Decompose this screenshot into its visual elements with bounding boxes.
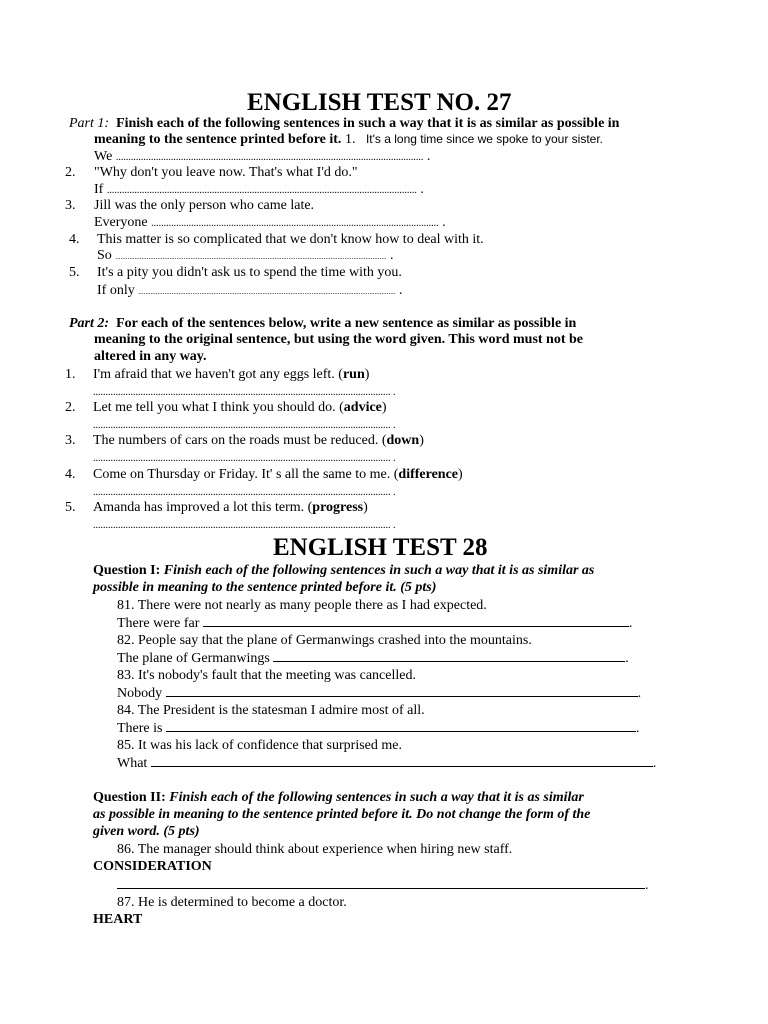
part1-instruction-line1: Finish each of the following sentences in such a way that it is as similar as possible in [116,116,620,131]
q2-label: Question II: [93,790,166,805]
part1-item3-start: Everyone [94,215,148,230]
part2-item2-sentence-line [93,399,387,416]
q1-item83-sentence: 83. It's nobody's fault that the meeting was cancelled. [117,668,416,683]
q2-item87-sentence: 87. He is determined to become a doctor. [117,895,347,910]
part1-item4-sentence: This matter is so complicated that we don't know how to deal with it. [97,232,484,247]
part1-item2-sentence: "Why don't you leave now. That's what I'd do." [94,165,358,180]
q1-item83-start: Nobody [117,686,163,701]
part2-item1-num: 1. [65,367,76,382]
q2-item86-sentence: 86. The manager should think about experience when hiring new staff. [117,842,513,857]
period: . [393,387,396,398]
part2-instruction [69,315,576,332]
part2-item5-num: 5. [65,500,76,515]
part2-item1-sentence: I'm afraid that we haven't got any eggs left. ( [93,367,343,382]
part2-instruction-line2: meaning to the original sentence, but using the word given. This word must not be [94,332,584,347]
part2-item4-word: difference [398,467,459,482]
part2-item3-dots[interactable]: ....................................................................................................................... [93,453,391,464]
part2-instruction-line1: For each of the sentences below, write a new sentence as similar as possible in [116,316,577,331]
part1-instruction [69,115,619,132]
part2-item4-sentence-line [93,466,463,483]
part1-item1-num: 1. [344,132,356,147]
part1-item5-sentence: It's a pity you didn't ask us to spend the time with you. [97,265,402,280]
part2-item3-sentence-line [93,432,424,449]
part1-instruction-line2: meaning to the sentence printed before it. [94,132,342,147]
part1-item1-start: We [94,149,113,164]
part2-item3-answer [93,450,396,467]
period: . [393,420,396,431]
period: . [628,616,633,631]
q1-item82-sentence: 82. People say that the plane of Germanwings crashed into the mountains. [117,633,532,648]
part1-item5-dots[interactable]: ................................................................................................................................................... [138,288,396,296]
q2-instruction [93,789,584,806]
part1-item3-sentence: Jill was the only person who came late. [94,198,315,213]
period: . [652,756,657,771]
part1-item3-answer [94,214,446,232]
part2-item5-sentence-line [93,499,368,516]
part2-item4-num: 4. [65,467,76,482]
part2-item3-sentence: The numbers of cars on the roads must be reduced. ( [93,433,387,448]
part1-item4-dots[interactable]: ........................................................................................................................................................... [115,253,387,261]
q1-item85-sentence: 85. It was his lack of confidence that surprised me. [117,738,402,753]
part2-item5-close: ) [363,500,368,515]
q2-instruction-line3: given word. (5 pts) [93,824,200,839]
period: . [393,453,396,464]
period: . [393,487,396,498]
part2-item3-num: 3. [65,433,76,448]
part1-instruction-second-line [94,131,603,148]
q1-item84-answer [117,719,639,737]
part2-item4-sentence: Come on Thursday or Friday. It' s all the same to me. ( [93,467,399,482]
part2-item2-sentence: Let me tell you what I think you should do. ( [93,400,344,415]
q1-item82-blank[interactable] [273,649,625,662]
q1-item81-answer [117,614,632,632]
part1-item5-num: 5. [69,265,80,280]
part2-item5-answer [93,517,396,534]
part2-item2-word: advice [343,400,382,415]
part2-item4-close: ) [458,467,463,482]
test27-title: ENGLISH TEST NO. 27 [247,89,512,116]
q1-item85-blank[interactable] [151,754,653,767]
part1-item2-num: 2. [65,165,76,180]
period: . [390,248,394,263]
period: . [637,686,642,701]
part2-item1-sentence-line [93,366,369,383]
period: . [426,149,431,164]
q1-item84-start: There is [117,721,163,736]
part2-item2-dots[interactable]: ....................................................................................................................... [93,420,391,431]
part1-item2-dots[interactable]: ............................................................................................................................ [106,185,417,196]
q1-label: Question I: [93,563,161,578]
q1-item82-answer [117,649,629,667]
q1-item83-answer [117,684,641,702]
part1-label: Part 1: [69,116,110,131]
part2-label: Part 2: [69,316,110,331]
period: . [645,878,649,893]
period: . [625,651,629,666]
part2-item5-sentence: Amanda has improved a lot this term. ( [93,500,313,515]
part1-item3-dots[interactable]: ................................................................................................................... [151,218,439,229]
q1-item83-blank[interactable] [166,684,638,697]
period: . [635,721,640,736]
q2-instruction-line1: Finish each of the following sentences in such a way that it is as similar [169,790,584,805]
q1-instruction-line2: possible in meaning to the sentence printed before it. (5 pts) [93,580,437,595]
q1-item81-blank[interactable] [203,614,629,627]
q1-item81-start: There were far [117,616,200,631]
part1-item4-num: 4. [69,232,80,247]
q1-item85-start: What [117,756,148,771]
q2-item86-answer [117,876,649,894]
part2-item2-close: ) [381,400,387,415]
test28-title: ENGLISH TEST 28 [273,534,488,561]
q1-item84-blank[interactable] [166,719,636,732]
q2-item86-blank[interactable] [117,876,645,889]
part1-item5-answer [97,282,402,301]
part2-item1-dots[interactable]: ....................................................................................................................... [93,387,391,398]
q1-instruction-line1: Finish each of the following sentences in such a way that it is as similar as [163,563,595,578]
period: . [420,182,424,197]
period: . [442,215,446,230]
part2-item5-word: progress [312,500,364,515]
part2-item5-dots[interactable]: ....................................................................................................................... [93,520,391,531]
part2-item4-dots[interactable]: ....................................................................................................................... [93,487,391,498]
part1-item5-start: If only [97,283,135,298]
period: . [393,520,396,531]
part1-item2-start: If [94,182,104,197]
part1-item1-sentence: It's a long time since we spoke to your sister. [365,132,604,146]
part2-instruction-line3: altered in any way. [94,349,207,364]
q2-item86-word: CONSIDERATION [93,859,212,874]
q1-item81-sentence: 81. There were not nearly as many people there as I had expected. [117,598,487,613]
part2-item2-num: 2. [65,400,76,415]
part1-item3-num: 3. [65,198,76,213]
part1-item4-start: So [97,248,112,263]
period: . [398,283,403,298]
part2-item3-close: ) [419,433,424,448]
q1-item84-sentence: 84. The President is the statesman I admire most of all. [117,703,425,718]
q1-item85-answer [117,754,656,772]
part2-item1-word: run [342,367,365,382]
q1-item82-start: The plane of Germanwings [117,651,270,666]
q2-instruction-line2: as possible in meaning to the sentence printed before it. Do not change the form of the [93,807,591,822]
part2-item1-close: ) [364,367,370,382]
part1-item1-dots[interactable]: ........................................................................................................................... [115,152,424,163]
q2-item87-word: HEART [93,912,143,927]
q1-instruction [93,562,594,579]
part2-item3-word: down [386,433,420,448]
